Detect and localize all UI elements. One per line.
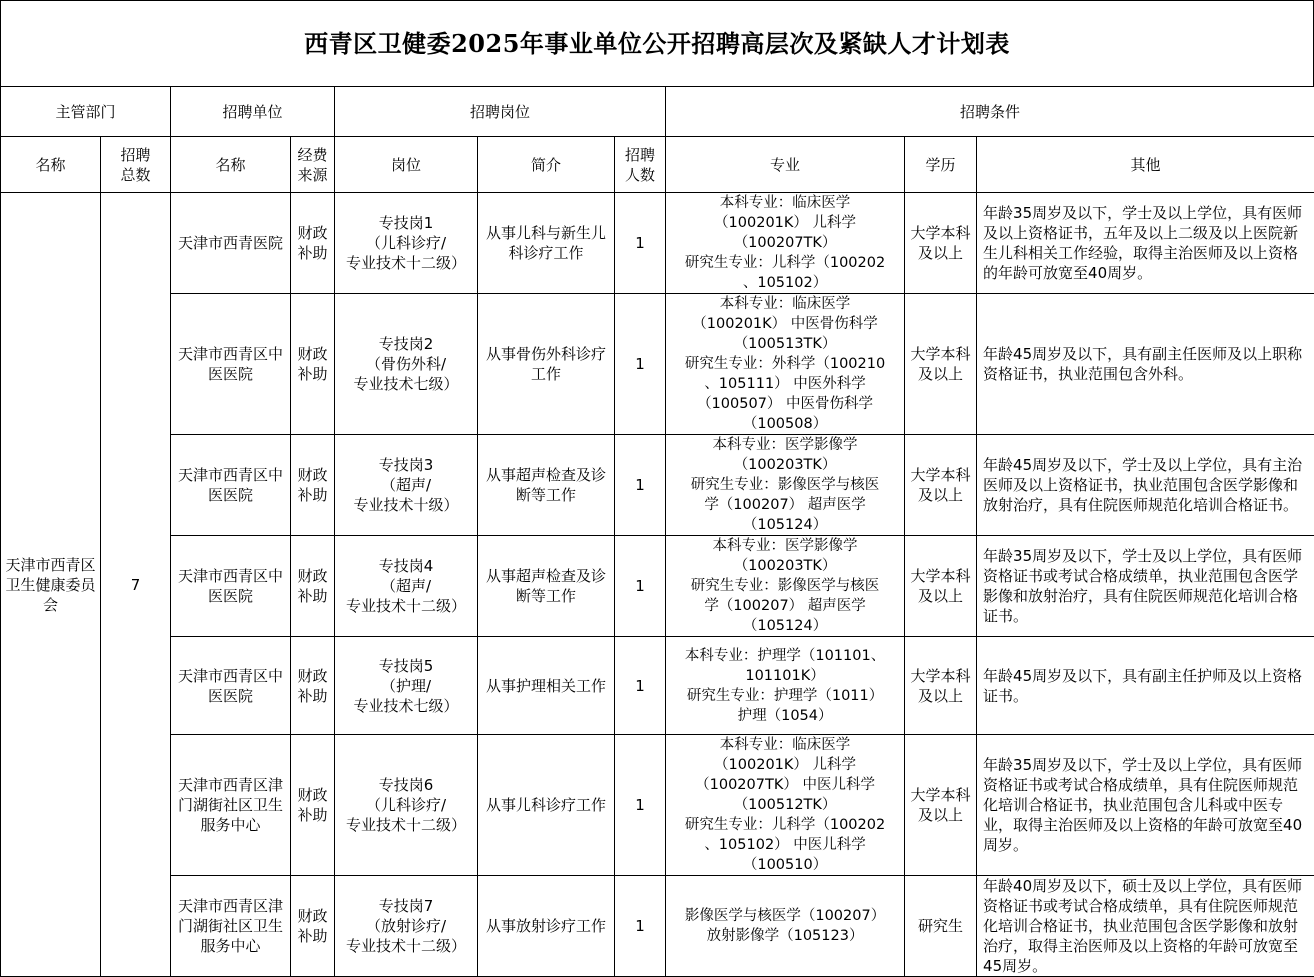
edu-cell: 大学本科及以上 bbox=[905, 735, 977, 876]
col-header-desc: 简介 bbox=[478, 137, 615, 193]
unit-cell: 天津市西青区津门湖街社区卫生服务中心 bbox=[171, 735, 291, 876]
edu-cell: 大学本科及以上 bbox=[905, 637, 977, 735]
desc-cell: 从事超声检查及诊断等工作 bbox=[478, 536, 615, 637]
group-header-row bbox=[1, 87, 1314, 137]
col-header-other: 其他 bbox=[977, 137, 1314, 193]
edu-cell: 大学本科及以上 bbox=[905, 193, 977, 294]
fund-cell: 财政补助 bbox=[291, 435, 335, 536]
other-cell: 年龄45周岁及以下，学士及以上学位，具有主治医师及以上资格证书，执业范围包含医学影像和放射治疗，具有住院医师规范化培训合格证书。 bbox=[977, 435, 1314, 536]
other-cell: 年龄45周岁及以下，具有副主任医师及以上职称资格证书，执业范围包含外科。 bbox=[977, 294, 1314, 435]
post-cell: 专技岗2 （骨伤外科/ 专业技术七级） bbox=[335, 294, 478, 435]
group-header-post: 招聘岗位 bbox=[335, 87, 666, 137]
count-cell: 1 bbox=[615, 536, 666, 637]
table-row bbox=[1, 536, 1314, 637]
count-cell: 1 bbox=[615, 435, 666, 536]
post-cell: 专技岗1 （儿科诊疗/ 专业技术十二级） bbox=[335, 193, 478, 294]
edu-cell: 大学本科及以上 bbox=[905, 294, 977, 435]
table-row bbox=[1, 193, 1314, 294]
fund-cell: 财政补助 bbox=[291, 735, 335, 876]
table-row bbox=[1, 876, 1314, 977]
col-header-dept-name: 名称 bbox=[1, 137, 101, 193]
col-header-count: 招聘 人数 bbox=[615, 137, 666, 193]
count-cell: 1 bbox=[615, 193, 666, 294]
major-cell: 本科专业：医学影像学 （100203TK） 研究生专业：影像医学与核医 学（100207） 超声医学 （105124） bbox=[666, 536, 905, 637]
unit-cell: 天津市西青区中医医院 bbox=[171, 637, 291, 735]
count-cell: 1 bbox=[615, 637, 666, 735]
count-cell: 1 bbox=[615, 735, 666, 876]
table-row bbox=[1, 294, 1314, 435]
other-cell: 年龄35周岁及以下，学士及以上学位，具有医师资格证书或考试合格成绩单，执业范围包含医学影像和放射治疗，具有住院医师规范化培训合格证书。 bbox=[977, 536, 1314, 637]
desc-cell: 从事儿科与新生儿科诊疗工作 bbox=[478, 193, 615, 294]
unit-cell: 天津市西青医院 bbox=[171, 193, 291, 294]
edu-cell: 大学本科及以上 bbox=[905, 435, 977, 536]
unit-cell: 天津市西青区中医医院 bbox=[171, 435, 291, 536]
group-header-unit: 招聘单位 bbox=[171, 87, 335, 137]
major-cell: 本科专业：临床医学 （100201K） 儿科学 （100207TK） 中医儿科学 （100512TK） 研究生专业：儿科学（100202 、105102） 中医儿科学 （100510） bbox=[666, 735, 905, 876]
table-row bbox=[1, 637, 1314, 735]
group-header-dept: 主管部门 bbox=[1, 87, 171, 137]
post-cell: 专技岗7 （放射诊疗/ 专业技术十二级） bbox=[335, 876, 478, 977]
other-cell: 年龄35周岁及以下，学士及以上学位，具有医师资格证书或考试合格成绩单，具有住院医师规范化培训合格证书，执业范围包含儿科或中医专业，取得主治医师及以上资格的年龄可放宽至40周岁。 bbox=[977, 735, 1314, 876]
fund-cell: 财政补助 bbox=[291, 536, 335, 637]
col-header-dept-total: 招聘 总数 bbox=[101, 137, 171, 193]
page-title: 西青区卫健委2025年事业单位公开招聘高层次及紧缺人才计划表 bbox=[0, 0, 1314, 86]
major-cell: 本科专业：临床医学 （100201K） 中医骨伤科学 （100513TK） 研究生专业：外科学（100210 、105111） 中医外科学 （100507） 中医骨伤科学 （100508） bbox=[666, 294, 905, 435]
fund-cell: 财政补助 bbox=[291, 876, 335, 977]
col-header-major: 专业 bbox=[666, 137, 905, 193]
desc-cell: 从事放射诊疗工作 bbox=[478, 876, 615, 977]
other-cell: 年龄45周岁及以下，具有副主任护师及以上资格证书。 bbox=[977, 637, 1314, 735]
post-cell: 专技岗5 （护理/ 专业技术七级） bbox=[335, 637, 478, 735]
edu-cell: 大学本科及以上 bbox=[905, 536, 977, 637]
col-header-unit-name: 名称 bbox=[171, 137, 291, 193]
count-cell: 1 bbox=[615, 876, 666, 977]
unit-cell: 天津市西青区中医医院 bbox=[171, 536, 291, 637]
major-cell: 本科专业：护理学（101101、 101101K） 研究生专业：护理学（1011） 护理（1054） bbox=[666, 637, 905, 735]
major-cell: 影像医学与核医学（100207） 放射影像学（105123） bbox=[666, 876, 905, 977]
col-header-edu: 学历 bbox=[905, 137, 977, 193]
desc-cell: 从事护理相关工作 bbox=[478, 637, 615, 735]
major-cell: 本科专业：临床医学 （100201K） 儿科学 （100207TK） 研究生专业：儿科学（100202 、105102） bbox=[666, 193, 905, 294]
other-cell: 年龄35周岁及以下，学士及以上学位，具有医师及以上资格证书，五年及以上二级及以上医院新生儿科相关工作经验，取得主治医师及以上资格的年龄可放宽至40周岁。 bbox=[977, 193, 1314, 294]
fund-cell: 财政补助 bbox=[291, 294, 335, 435]
edu-cell: 研究生 bbox=[905, 876, 977, 977]
fund-cell: 财政补助 bbox=[291, 637, 335, 735]
col-header-post: 岗位 bbox=[335, 137, 478, 193]
table-row bbox=[1, 435, 1314, 536]
count-cell: 1 bbox=[615, 294, 666, 435]
unit-cell: 天津市西青区中医医院 bbox=[171, 294, 291, 435]
group-header-conditions: 招聘条件 bbox=[666, 87, 1314, 137]
fund-cell: 财政补助 bbox=[291, 193, 335, 294]
column-header-row bbox=[1, 137, 1314, 193]
post-cell: 专技岗3 （超声/ 专业技术十级） bbox=[335, 435, 478, 536]
unit-cell: 天津市西青区津门湖街社区卫生服务中心 bbox=[171, 876, 291, 977]
desc-cell: 从事骨伤外科诊疗工作 bbox=[478, 294, 615, 435]
major-cell: 本科专业：医学影像学 （100203TK） 研究生专业：影像医学与核医 学（100207） 超声医学 （105124） bbox=[666, 435, 905, 536]
dept-name-cell: 天津市西青区卫生健康委员会 bbox=[1, 193, 101, 977]
other-cell: 年龄40周岁及以下，硕士及以上学位，具有医师资格证书或考试合格成绩单，具有住院医师规范化培训合格证书，执业范围包含医学影像和放射治疗，取得主治医师及以上资格的年龄可放宽至45周岁。 bbox=[977, 876, 1314, 977]
table-row bbox=[1, 735, 1314, 876]
desc-cell: 从事儿科诊疗工作 bbox=[478, 735, 615, 876]
desc-cell: 从事超声检查及诊断等工作 bbox=[478, 435, 615, 536]
col-header-fund: 经费 来源 bbox=[291, 137, 335, 193]
post-cell: 专技岗4 （超声/ 专业技术十二级） bbox=[335, 536, 478, 637]
dept-total-cell: 7 bbox=[101, 193, 171, 977]
post-cell: 专技岗6 （儿科诊疗/ 专业技术十二级） bbox=[335, 735, 478, 876]
recruitment-table bbox=[0, 86, 1314, 977]
